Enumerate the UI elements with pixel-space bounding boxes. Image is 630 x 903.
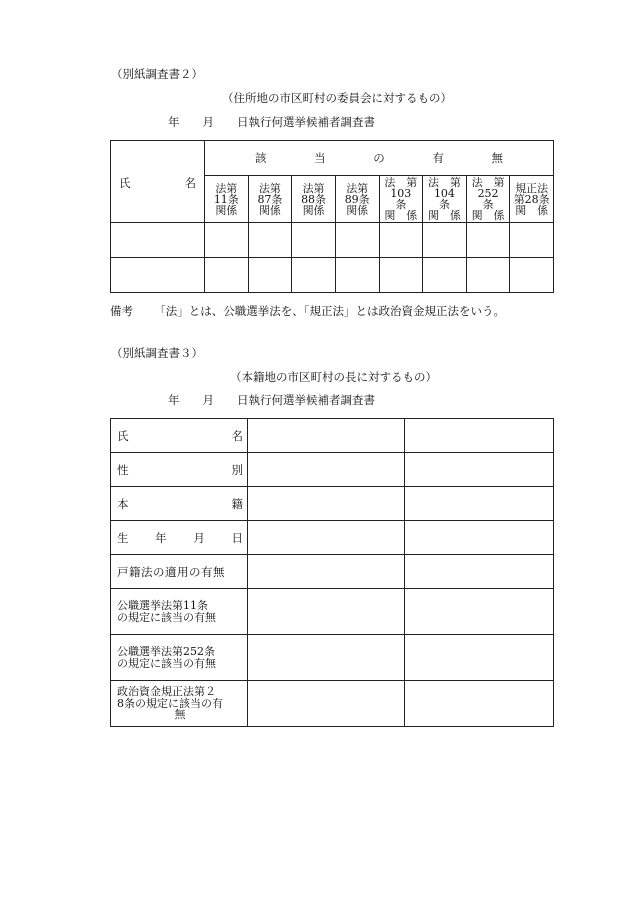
table-cell[interactable]: [248, 258, 292, 293]
table-cell[interactable]: [423, 258, 467, 293]
name-header-cell: [111, 141, 205, 223]
form2-table: [110, 140, 554, 293]
row-label-election-law-11: 公職選挙法第11条 の規定に該当の有無: [111, 589, 248, 635]
row-label-family-register-law: 戸籍法の適用の有無: [111, 555, 248, 589]
column-header-law103: 法 第 103 条 関 係: [379, 176, 423, 223]
applicability-char-3: の: [373, 151, 385, 165]
form2-subtitle: （住所地の市区町村の委員会に対するもの）: [222, 91, 452, 105]
table-cell[interactable]: [405, 419, 554, 453]
table-cell[interactable]: [205, 258, 249, 293]
table-cell[interactable]: [379, 223, 423, 258]
table-cell[interactable]: [423, 223, 467, 258]
row-label-sex: 性 別: [111, 453, 248, 487]
table-cell[interactable]: [405, 681, 554, 727]
table-row: [111, 521, 554, 555]
column-header-law87: 法第 87条 関係: [248, 176, 292, 223]
table-cell[interactable]: [248, 223, 292, 258]
table-cell[interactable]: [405, 453, 554, 487]
table-row: [111, 419, 554, 453]
column-header-regulation28: 規正法 第28条 関 係: [510, 176, 554, 223]
note-text: 「法」とは、公職選挙法を、「規正法」とは政治資金規正法をいう。: [154, 304, 506, 318]
table-cell[interactable]: [292, 223, 336, 258]
applicability-char-5: 無: [491, 151, 503, 165]
table-cell[interactable]: [111, 258, 205, 293]
table-cell[interactable]: [405, 521, 554, 555]
table-row: [111, 487, 554, 521]
row-label-birthdate: 生 年 月 日: [111, 521, 248, 555]
name-header-char-2: 名: [184, 176, 196, 190]
column-header-law104: 法 第 104 条 関 係: [423, 176, 467, 223]
table-cell[interactable]: [248, 555, 405, 589]
form2-title: 年 月 日執行何選挙候補者調査書: [168, 115, 375, 129]
column-header-law11: 法第 11条 関係: [205, 176, 249, 223]
form2-note: [110, 303, 505, 319]
table-cell[interactable]: [510, 223, 554, 258]
table-cell[interactable]: [205, 223, 249, 258]
table-cell[interactable]: [335, 258, 379, 293]
column-header-law89: 法第 89条 関係: [335, 176, 379, 223]
table-cell[interactable]: [466, 258, 510, 293]
row-label-political-funds-28: 政治資金規正法第２ 8条の規定に該当の有 無: [111, 681, 248, 727]
table-cell[interactable]: [405, 635, 554, 681]
table-cell[interactable]: [405, 555, 554, 589]
table-cell[interactable]: [248, 589, 405, 635]
table-cell[interactable]: [248, 635, 405, 681]
table-cell[interactable]: [405, 487, 554, 521]
applicability-char-4: 有: [432, 151, 444, 165]
form3-caption: （別紙調査書３）: [111, 346, 203, 360]
table-cell[interactable]: [111, 223, 205, 258]
table-row: [111, 589, 554, 635]
row-label-registered-domicile: 本 籍: [111, 487, 248, 521]
form3-title: 年 月 日執行何選挙候補者調査書: [168, 393, 375, 407]
name-header-char-1: 氏: [119, 176, 131, 190]
table-row: [111, 555, 554, 589]
table-cell[interactable]: [379, 258, 423, 293]
table-row: [111, 258, 554, 293]
applicability-header: [205, 141, 554, 176]
row-label-name: 氏 名: [111, 419, 248, 453]
note-label: 備考: [110, 304, 133, 318]
table-cell[interactable]: [405, 589, 554, 635]
table-row: [111, 635, 554, 681]
applicability-char-2: 当: [314, 151, 326, 165]
form3-table: [110, 418, 554, 727]
table-row: [111, 681, 554, 727]
table-cell[interactable]: [248, 681, 405, 727]
table-cell[interactable]: [335, 223, 379, 258]
table-cell[interactable]: [248, 419, 405, 453]
table-row: [111, 223, 554, 258]
table-row: [111, 453, 554, 487]
table-cell[interactable]: [248, 453, 405, 487]
table-cell[interactable]: [248, 521, 405, 555]
table-cell[interactable]: [248, 487, 405, 521]
column-header-law252: 法 第 252 条 関 係: [466, 176, 510, 223]
row-label-election-law-252: 公職選挙法第252条 の規定に該当の有無: [111, 635, 248, 681]
applicability-char-1: 該: [255, 151, 267, 165]
table-cell[interactable]: [510, 258, 554, 293]
table-cell[interactable]: [292, 258, 336, 293]
form3-subtitle: （本籍地の市区町村の長に対するもの）: [230, 370, 437, 384]
form2-caption: （別紙調査書２）: [111, 67, 203, 81]
column-header-law88: 法第 88条 関係: [292, 176, 336, 223]
table-cell[interactable]: [466, 223, 510, 258]
